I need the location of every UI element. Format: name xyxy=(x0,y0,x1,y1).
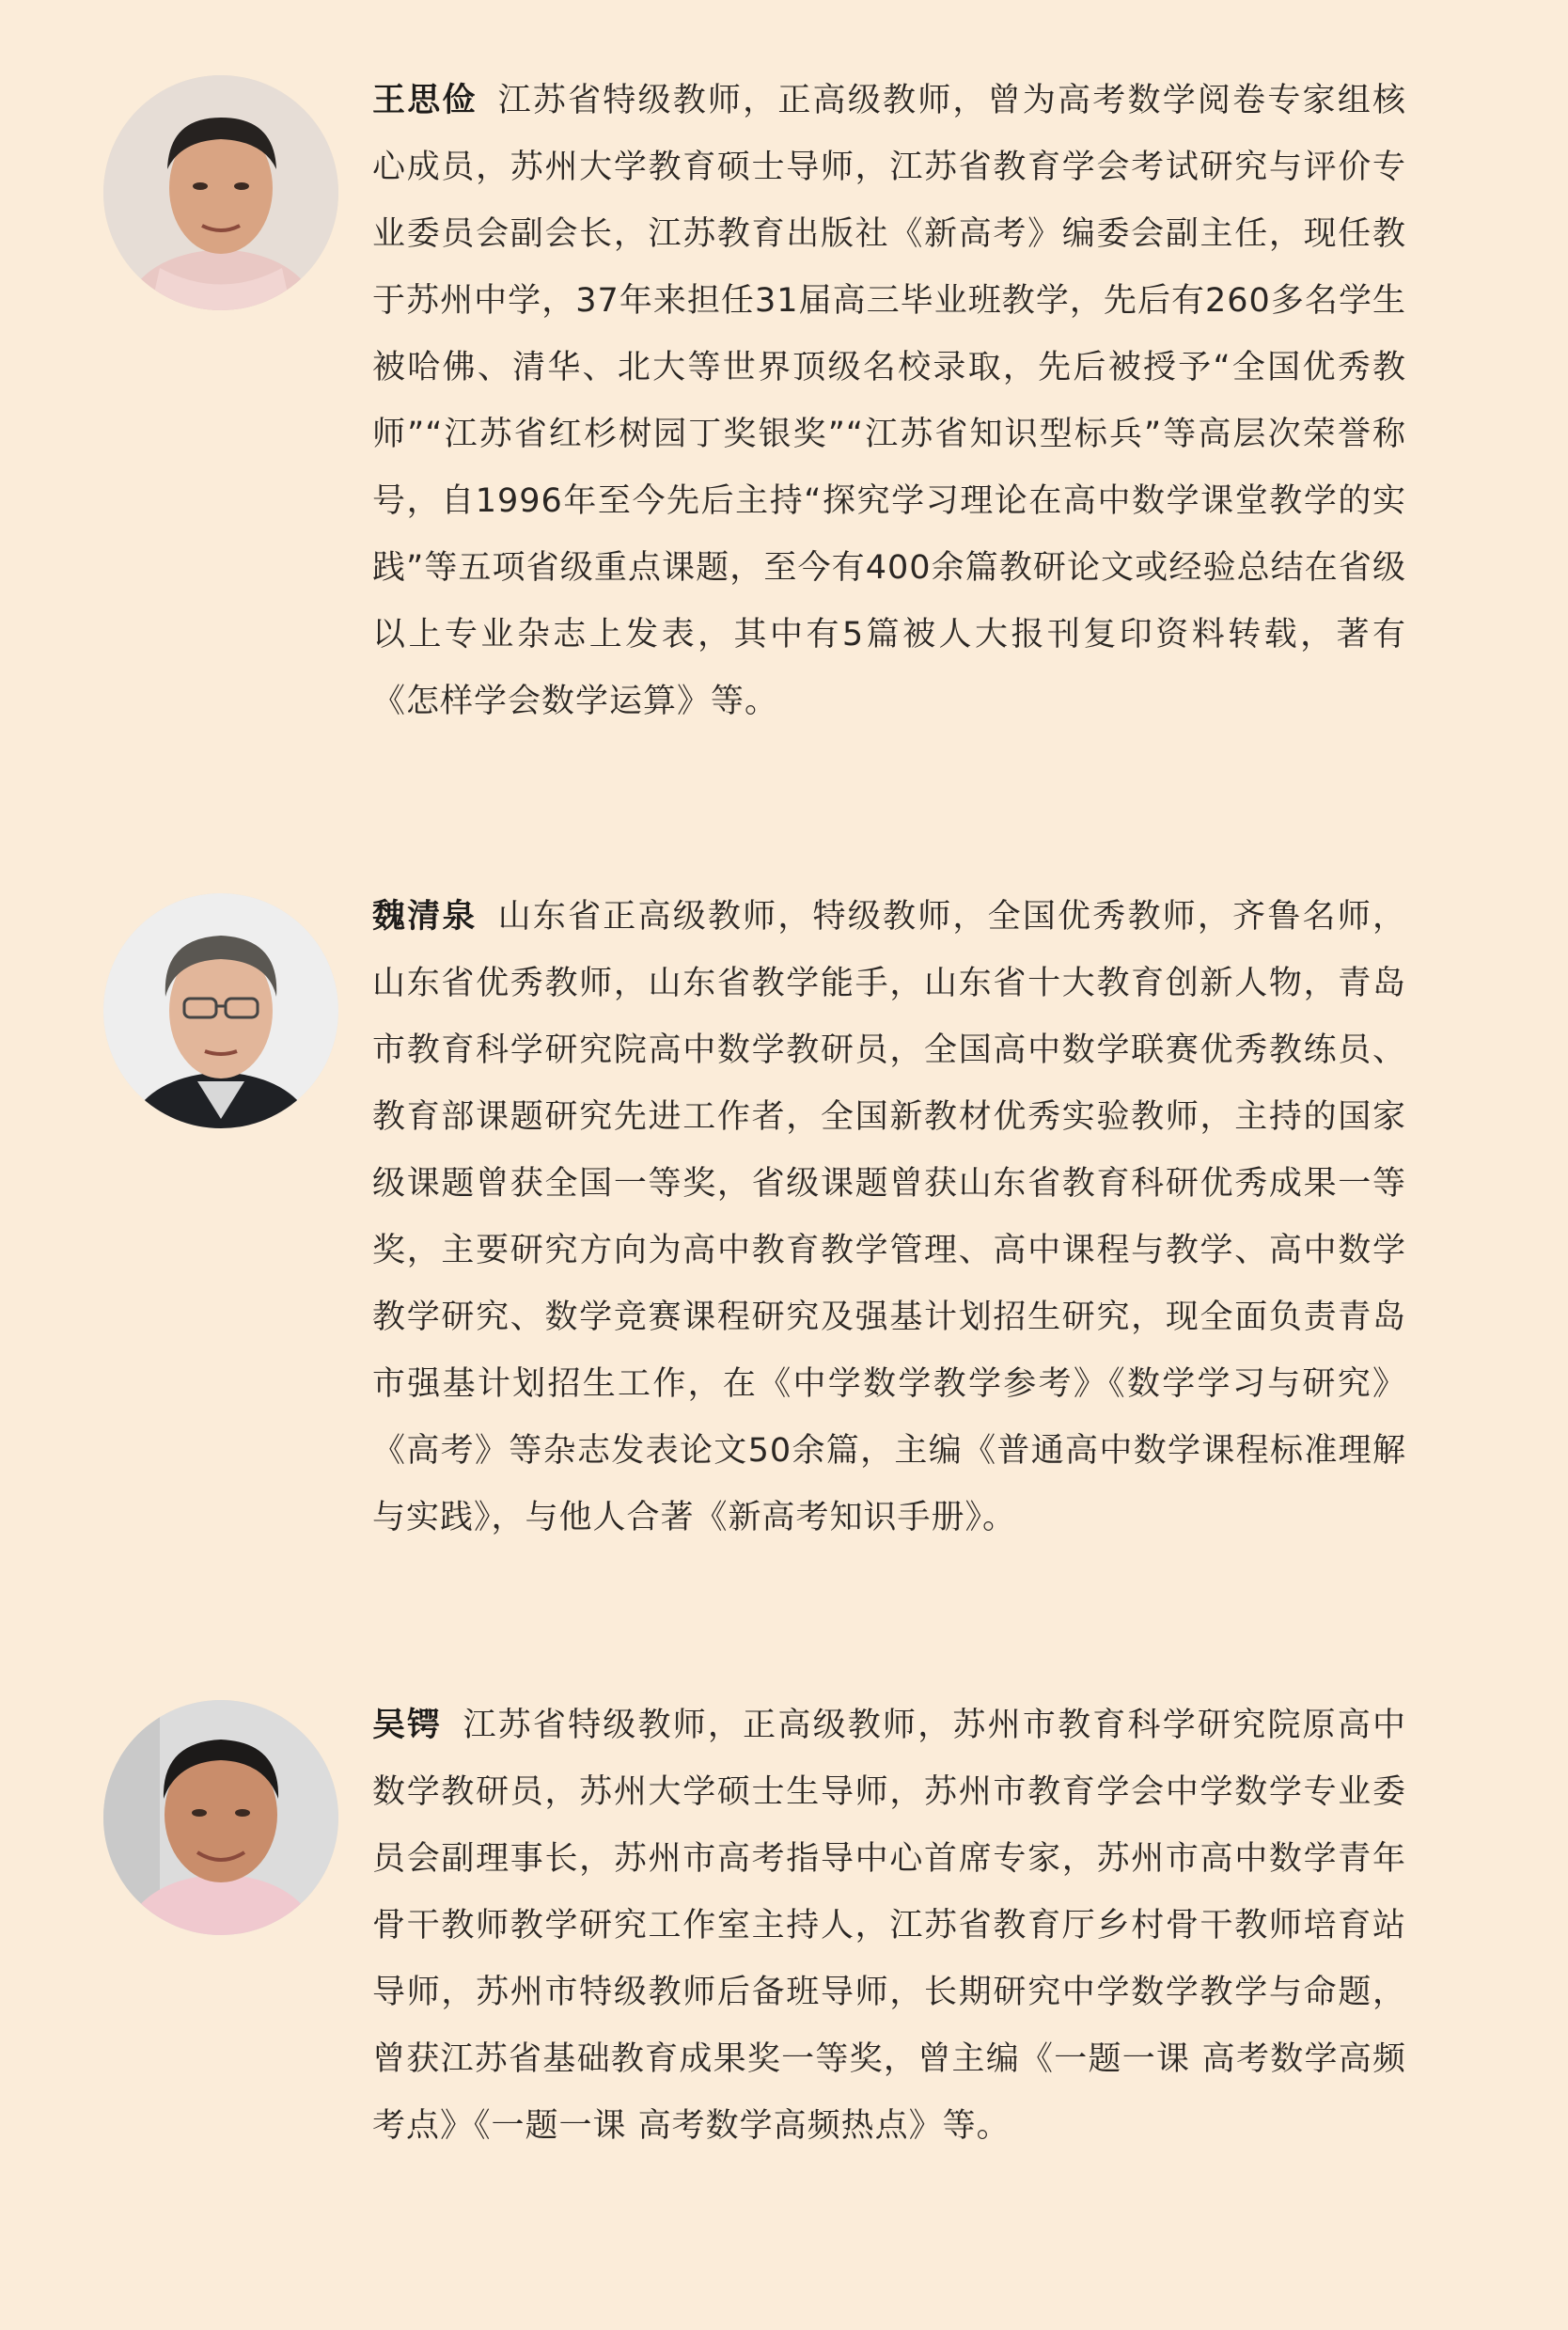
bio-paragraph-2 xyxy=(372,884,1406,1551)
bio-text-3: 江苏省特级教师，正高级教师，苏州市教育科学研究院原高中数学教研员，苏州大学硕士生导师，苏州市教育学会中学数学专业委员会副理事长，苏州市高考指导中心首席专家，苏州市高中数学青年骨干教师教学研究工作室主持人，江苏省教育厅乡村骨干教师培育站导师，苏州市特级教师后备班导师，长期研究中学数学教学与命题，曾获江苏省基础教育成果奖一等奖，曾主编《一题一课 高考数学高频考点》《一题一课 高考数学高频热点》等。 xyxy=(372,1707,1406,2145)
bio-paragraph-1 xyxy=(372,68,1406,735)
bio-text-1: 江苏省特级教师，正高级教师，曾为高考数学阅卷专家组核心成员，苏州大学教育硕士导师，江苏省教育学会考试研究与评价专业委员会副会长，江苏教育出版社《新高考》编委会副主任，现任教于苏州中学，37年来担任31届高三毕业班教学，先后有260多名学生被哈佛、清华、北大等世界顶级名校录取，先后被授予“全国优秀教师”“江苏省红杉树园丁奖银奖”“江苏省知识型标兵”等高层次荣誉称号，自1996年至今先后主持“探究学习理论在高中数学课堂教学的实践”等五项省级重点课题，至今有400余篇教研论文或经验总结在省级以上专业杂志上发表，其中有5篇被人大报刊复印资料转载，著有《怎样学会数学运算》等。 xyxy=(372,82,1406,720)
person-name-1: 王思俭 xyxy=(372,82,478,119)
portrait-photo-2 xyxy=(103,893,338,1128)
person-name-3: 吴锷 xyxy=(372,1707,443,1744)
portrait-photo-1 xyxy=(103,75,338,310)
portrait-photo-3 xyxy=(103,1700,338,1935)
bio-paragraph-3 xyxy=(372,1692,1406,2160)
person-name-2: 魏清泉 xyxy=(372,898,478,936)
bio-text-2: 山东省正高级教师，特级教师，全国优秀教师，齐鲁名师，山东省优秀教师，山东省教学能手，山东省十大教育创新人物，青岛市教育科学研究院高中数学教研员，全国高中数学联赛优秀教练员、教育部课题研究先进工作者，全国新教材优秀实验教师，主持的国家级课题曾获全国一等奖，省级课题曾获山东省教育科研优秀成果一等奖，主要研究方向为高中教育教学管理、高中课程与教学、高中数学教学研究、数学竞赛课程研究及强基计划招生研究，现全面负责青岛市强基计划招生工作，在《中学数学教学参考》《数学学习与研究》《高考》等杂志发表论文50余篇，主编《普通高中数学课程标准理解与实践》，与他人合著《新高考知识手册》。 xyxy=(372,898,1406,1536)
